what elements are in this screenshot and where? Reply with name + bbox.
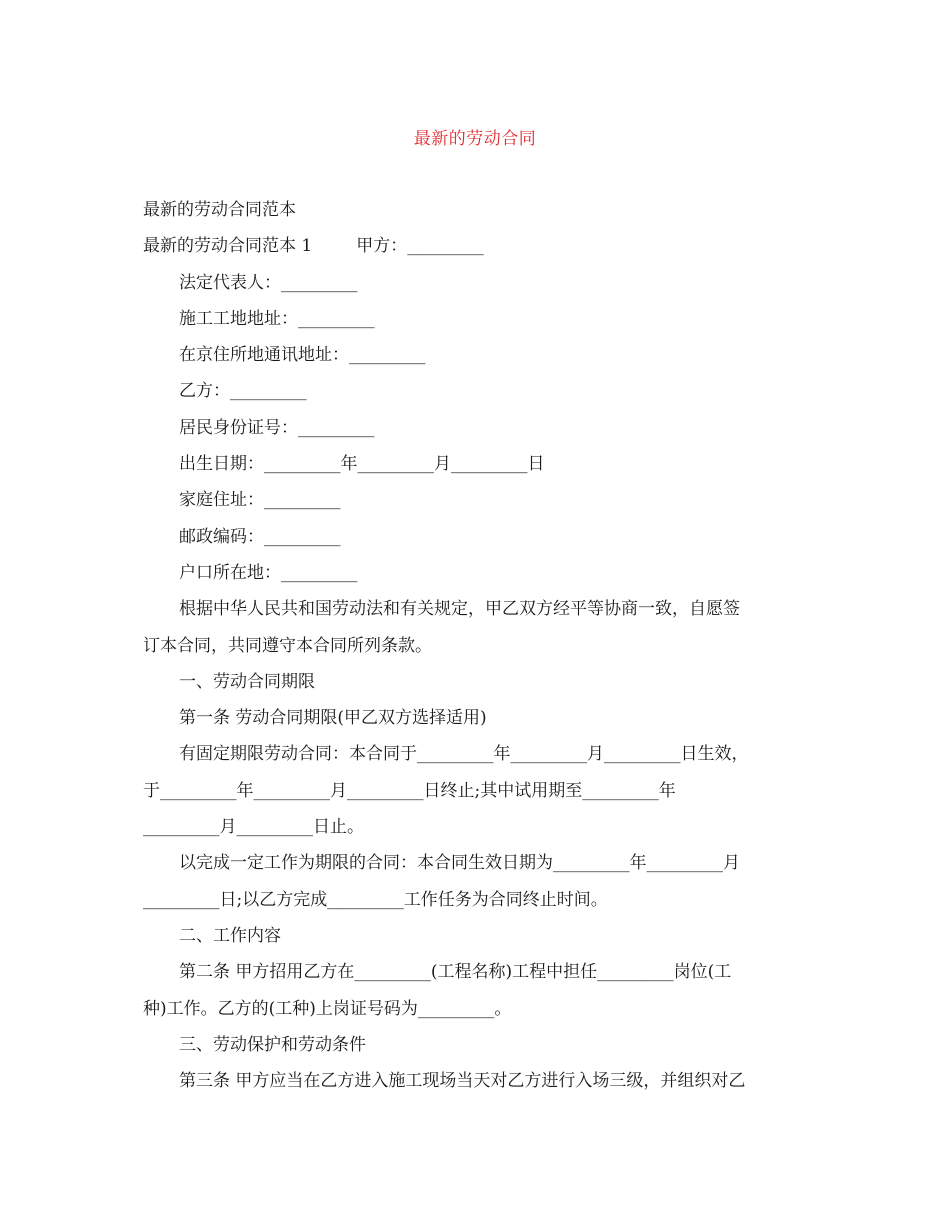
party-b-field: 乙方：_________ xyxy=(179,381,307,402)
party-a-field: 甲方：_________ xyxy=(356,236,484,257)
section-heading: 三、劳动保护和劳动条件 xyxy=(179,1034,366,1055)
document-title: 最新的劳动合同 xyxy=(413,129,537,149)
section-heading: 二、工作内容 xyxy=(179,925,281,946)
paragraph-line: _________月_________日止。 xyxy=(143,817,364,838)
beijing-address-field: 在京住所地通讯地址：_________ xyxy=(179,345,426,366)
paragraph-line: _________日;以乙方完成_________工作任务为合同终止时间。 xyxy=(143,889,608,910)
legal-rep-field: 法定代表人：_________ xyxy=(179,272,358,293)
section-heading: 一、劳动合同期限 xyxy=(179,671,315,692)
article-line: 第二条 甲方招用乙方在_________(工程名称)工程中担任_________岗位(工 xyxy=(179,962,732,983)
birth-date-field: 出生日期：_________年_________月_________日 xyxy=(179,454,545,475)
sub-heading-line xyxy=(143,228,803,264)
paragraph-line: 于_________年_________月_________日终止;其中试用期至_________年 xyxy=(143,780,676,801)
heading-line: 最新的劳动合同范本 xyxy=(143,200,296,220)
paragraph-line: 订本合同，共同遵守本合同所列条款。 xyxy=(143,635,432,656)
home-address-field: 家庭住址：_________ xyxy=(179,490,341,511)
article-line: 第三条 甲方应当在乙方进入施工现场当天对乙方进行入场三级，并组织对乙 xyxy=(179,1071,746,1092)
postal-code-field: 邮政编码：_________ xyxy=(179,526,341,547)
site-address-field: 施工工地地址：_________ xyxy=(179,308,375,329)
id-number-field: 居民身份证号：_________ xyxy=(179,417,375,438)
paragraph-line: 种)工作。乙方的(工种)上岗证号码为_________。 xyxy=(143,998,512,1019)
paragraph-line: 以完成一定工作为期限的合同：本合同生效日期为_________年_________月 xyxy=(179,853,740,874)
article-line: 第一条 劳动合同期限(甲乙双方选择适用) xyxy=(179,708,487,729)
document-body xyxy=(143,192,803,1099)
template-label: 最新的劳动合同范本 1 xyxy=(143,236,313,257)
paragraph-line: 根据中华人民共和国劳动法和有关规定，甲乙双方经平等协商一致，自愿签 xyxy=(179,599,740,620)
paragraph-line: 有固定期限劳动合同：本合同于_________年_________月_________日生效， xyxy=(179,744,749,765)
household-register-field: 户口所在地：_________ xyxy=(179,562,358,583)
